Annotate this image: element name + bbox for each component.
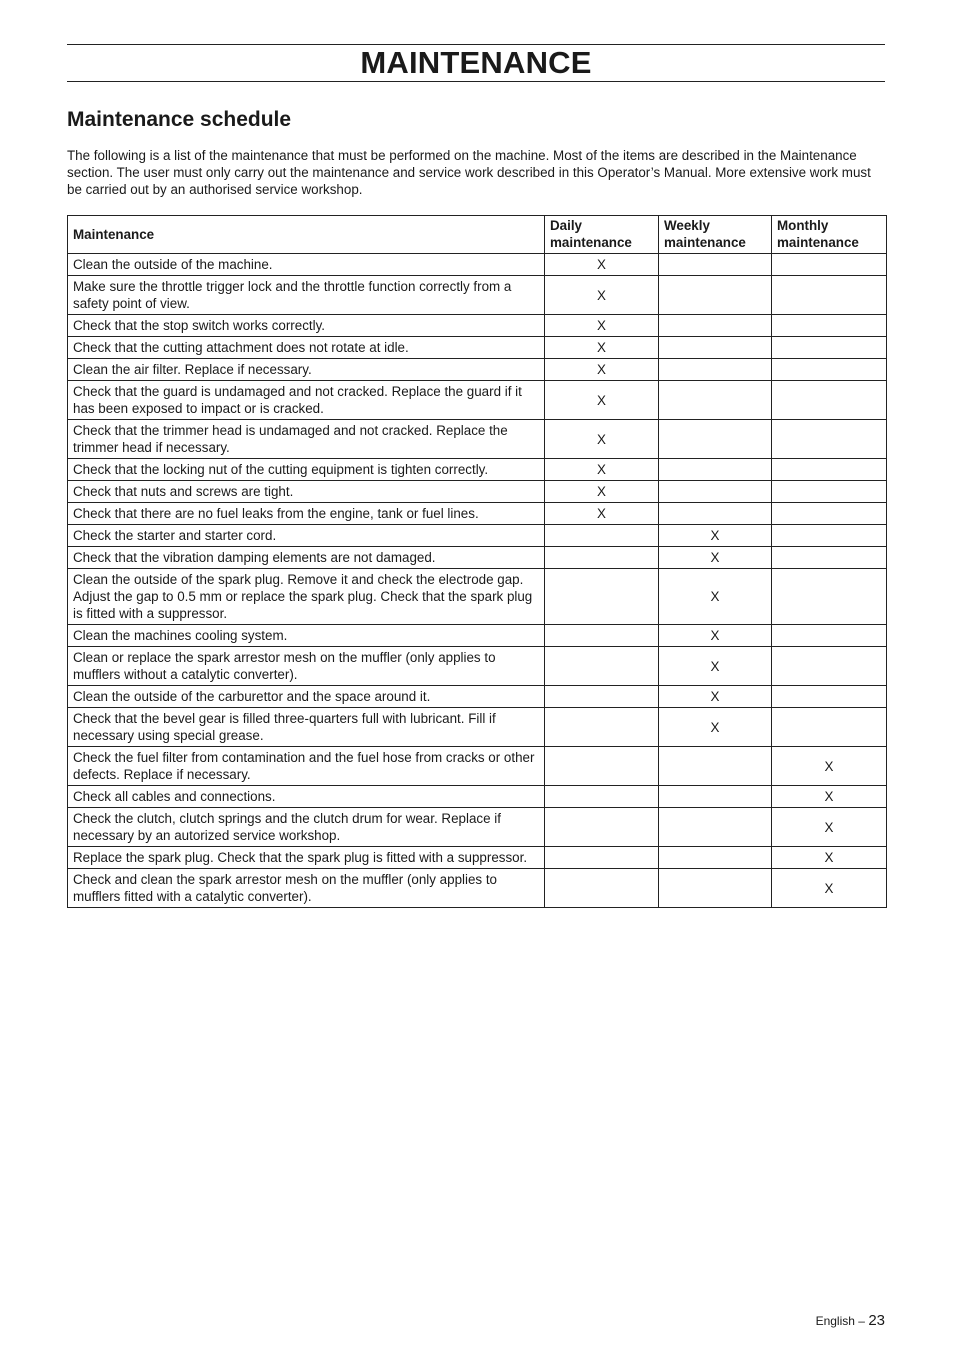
intro-paragraph: The following is a list of the maintenance that must be performed on the machine. Most of the items are described in the Maintenance section. The user must only carry out the maintenance and service work described in this Operator’s Manual. More extensive work must be carried out by an authorised service workshop. (67, 148, 871, 197)
table-row (68, 647, 887, 686)
table-row (68, 503, 887, 525)
weekly-cell: X (659, 708, 772, 747)
daily-cell (545, 869, 659, 908)
weekly-cell (659, 315, 772, 337)
daily-cell (545, 525, 659, 547)
weekly-cell: X (659, 647, 772, 686)
footer-language: English (815, 1314, 855, 1328)
table-row (68, 254, 887, 276)
daily-cell (545, 808, 659, 847)
weekly-cell (659, 459, 772, 481)
maintenance-schedule-table (67, 215, 887, 908)
table-row (68, 481, 887, 503)
monthly-cell (772, 381, 887, 420)
monthly-cell: X (772, 808, 887, 847)
task-cell: Check the starter and starter cord. (68, 525, 545, 547)
column-header-maintenance: Maintenance (68, 216, 545, 254)
daily-cell (545, 747, 659, 786)
weekly-cell (659, 254, 772, 276)
monthly-cell: X (772, 869, 887, 908)
daily-cell: X (545, 503, 659, 525)
task-cell: Clean the outside of the spark plug. Remove it and check the electrode gap. Adjust the gap to 0.5 mm or replace the spark plug. Check that the spark plug is fitted with a suppressor. (68, 569, 545, 625)
table-row (68, 747, 887, 786)
table-row (68, 847, 887, 869)
monthly-cell (772, 337, 887, 359)
task-cell: Clean the air filter. Replace if necessary. (68, 359, 545, 381)
table-row (68, 381, 887, 420)
task-cell: Check that the stop switch works correctly. (68, 315, 545, 337)
daily-cell (545, 569, 659, 625)
task-cell: Check that the trimmer head is undamaged and not cracked. Replace the trimmer head if necessary. (68, 420, 545, 459)
daily-cell (545, 647, 659, 686)
daily-cell (545, 547, 659, 569)
monthly-cell (772, 459, 887, 481)
daily-cell (545, 708, 659, 747)
daily-cell: X (545, 481, 659, 503)
table-row (68, 786, 887, 808)
page-title: MAINTENANCE (360, 45, 592, 80)
weekly-cell (659, 503, 772, 525)
table-row (68, 359, 887, 381)
weekly-cell (659, 337, 772, 359)
daily-cell: X (545, 359, 659, 381)
task-cell: Clean or replace the spark arrestor mesh on the muffler (only applies to mufflers without a catalytic converter). (68, 647, 545, 686)
table-row (68, 808, 887, 847)
table-row (68, 869, 887, 908)
task-cell: Clean the machines cooling system. (68, 625, 545, 647)
task-cell: Check that the bevel gear is filled three-quarters full with lubricant. Fill if necessary using special grease. (68, 708, 545, 747)
monthly-cell (772, 254, 887, 276)
table-row (68, 459, 887, 481)
table-row (68, 315, 887, 337)
daily-cell (545, 625, 659, 647)
task-cell: Check that the locking nut of the cutting equipment is tighten correctly. (68, 459, 545, 481)
table-row (68, 547, 887, 569)
page-footer (816, 1312, 885, 1330)
monthly-cell (772, 547, 887, 569)
daily-cell (545, 847, 659, 869)
table-row (68, 625, 887, 647)
table-row (68, 569, 887, 625)
weekly-cell (659, 847, 772, 869)
table-row (68, 525, 887, 547)
task-cell: Check all cables and connections. (68, 786, 545, 808)
table-row (68, 708, 887, 747)
table-row (68, 420, 887, 459)
footer-separator: – (858, 1314, 865, 1328)
monthly-cell (772, 647, 887, 686)
column-header-weekly: Weekly maintenance (659, 216, 772, 254)
table-row (68, 276, 887, 315)
table-row (68, 686, 887, 708)
weekly-cell: X (659, 686, 772, 708)
task-cell: Check that the guard is undamaged and not cracked. Replace the guard if it has been exposed to impact or is cracked. (68, 381, 545, 420)
table-body (68, 254, 887, 908)
daily-cell: X (545, 254, 659, 276)
daily-cell: X (545, 459, 659, 481)
weekly-cell (659, 747, 772, 786)
daily-cell: X (545, 420, 659, 459)
task-cell: Make sure the throttle trigger lock and the throttle function correctly from a safety point of view. (68, 276, 545, 315)
monthly-cell (772, 276, 887, 315)
weekly-cell (659, 381, 772, 420)
monthly-cell (772, 359, 887, 381)
task-cell: Clean the outside of the carburettor and the space around it. (68, 686, 545, 708)
section-title: Maintenance schedule (67, 108, 292, 131)
page-number: 23 (868, 1312, 885, 1329)
monthly-cell (772, 708, 887, 747)
monthly-cell (772, 625, 887, 647)
daily-cell: X (545, 381, 659, 420)
daily-cell (545, 786, 659, 808)
weekly-cell: X (659, 569, 772, 625)
task-cell: Check and clean the spark arrestor mesh on the muffler (only applies to mufflers fitted with a catalytic converter). (68, 869, 545, 908)
weekly-cell (659, 481, 772, 503)
table-row (68, 337, 887, 359)
monthly-cell: X (772, 786, 887, 808)
weekly-cell (659, 359, 772, 381)
weekly-cell (659, 276, 772, 315)
daily-cell: X (545, 337, 659, 359)
monthly-cell (772, 686, 887, 708)
monthly-cell (772, 315, 887, 337)
weekly-cell (659, 808, 772, 847)
title-bottom-rule (67, 81, 885, 82)
daily-cell: X (545, 276, 659, 315)
monthly-cell (772, 569, 887, 625)
weekly-cell (659, 420, 772, 459)
task-cell: Replace the spark plug. Check that the spark plug is fitted with a suppressor. (68, 847, 545, 869)
column-header-daily: Daily maintenance (545, 216, 659, 254)
task-cell: Check that there are no fuel leaks from the engine, tank or fuel lines. (68, 503, 545, 525)
weekly-cell: X (659, 525, 772, 547)
monthly-cell: X (772, 747, 887, 786)
weekly-cell: X (659, 547, 772, 569)
weekly-cell: X (659, 625, 772, 647)
task-cell: Check that the vibration damping elements are not damaged. (68, 547, 545, 569)
task-cell: Check that the cutting attachment does not rotate at idle. (68, 337, 545, 359)
daily-cell (545, 686, 659, 708)
task-cell: Check that nuts and screws are tight. (68, 481, 545, 503)
monthly-cell (772, 481, 887, 503)
monthly-cell: X (772, 847, 887, 869)
monthly-cell (772, 525, 887, 547)
column-header-monthly: Monthly maintenance (772, 216, 887, 254)
weekly-cell (659, 869, 772, 908)
monthly-cell (772, 420, 887, 459)
table-header-row (68, 216, 887, 254)
task-cell: Check the fuel filter from contamination and the fuel hose from cracks or other defects. Replace if necessary. (68, 747, 545, 786)
weekly-cell (659, 786, 772, 808)
task-cell: Check the clutch, clutch springs and the clutch drum for wear. Replace if necessary by an autorized service workshop. (68, 808, 545, 847)
task-cell: Clean the outside of the machine. (68, 254, 545, 276)
daily-cell: X (545, 315, 659, 337)
monthly-cell (772, 503, 887, 525)
